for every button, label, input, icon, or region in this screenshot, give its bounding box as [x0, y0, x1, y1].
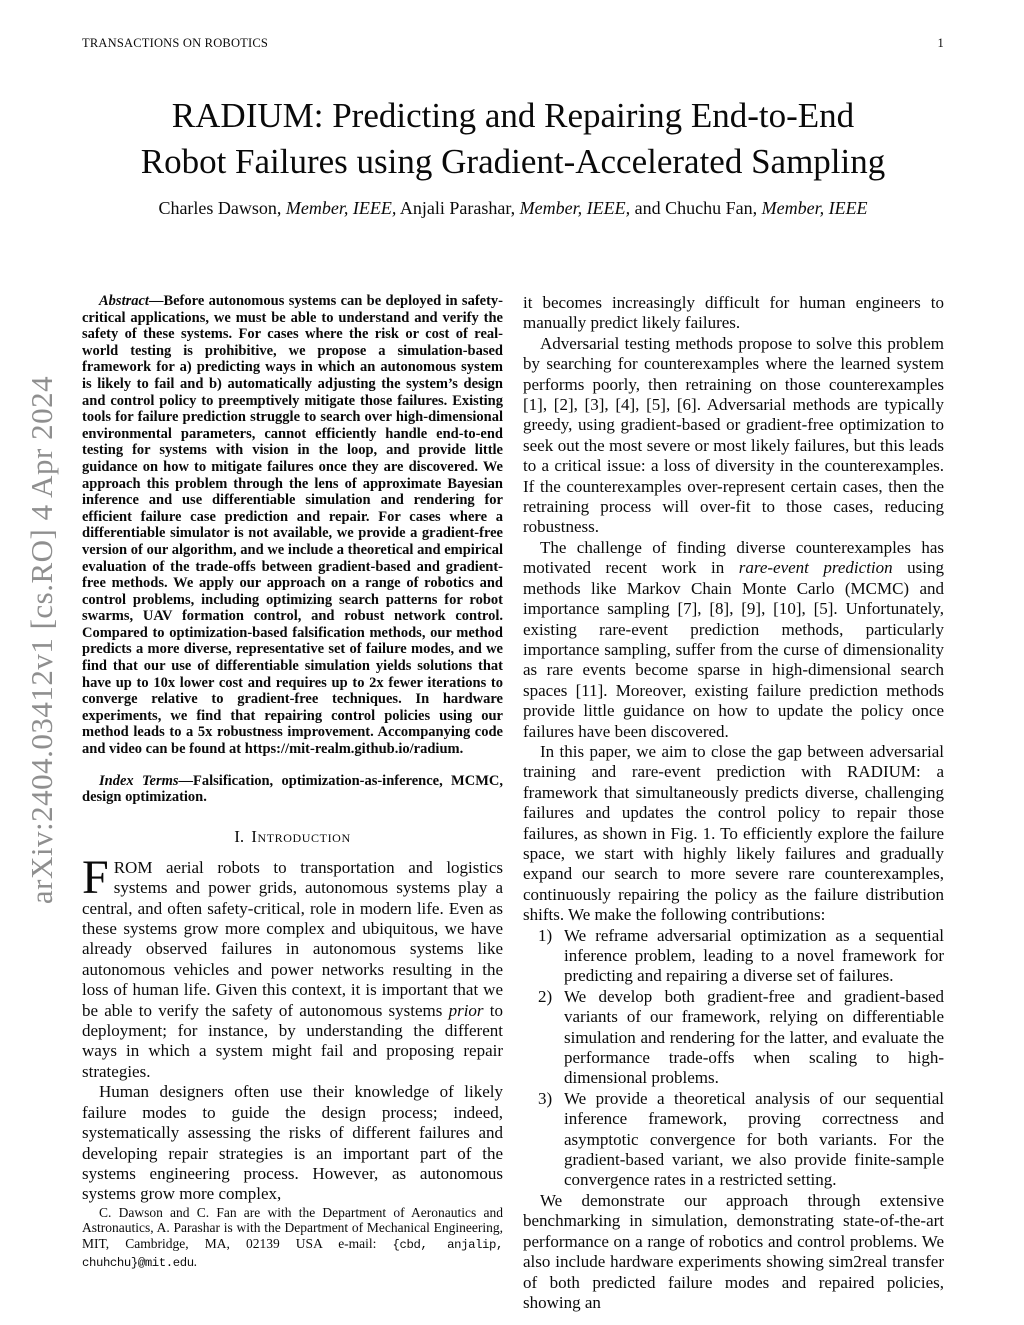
page-number: 1	[937, 36, 944, 50]
author-name: Charles Dawson,	[158, 198, 286, 218]
left-column	[82, 293, 504, 1270]
journal-name: TRANSACTIONS ON ROBOTICS	[82, 36, 269, 50]
intro-paragraph-2: Human designers often use their knowledge of likely failure modes to guide the design process; indeed, systematically assessing the risks of different failures and developing repair strategies is an important part of the systems engineering process. However, as autonomous systems grow more complex,	[82, 1082, 503, 1204]
contribution-item	[538, 926, 944, 987]
author-name: Anjali Parashar,	[396, 198, 520, 218]
author-name: and Chuchu Fan,	[630, 198, 762, 218]
paper-title-line1: RADIUM: Predicting and Repairing End-to-End	[171, 96, 855, 135]
paragraph-text: to deployment; for instance, by understanding the different ways in which a system might fail and proposing repair strategies.	[82, 1000, 504, 1081]
abstract	[82, 293, 503, 758]
paper-title-line2: Robot Failures using Gradient-Accelerated Sampling	[140, 142, 886, 181]
index-terms-text: —Falsification, optimization-as-inference, MCMC, design optimization.	[82, 772, 503, 806]
paragraph-text: ROM aerial robots to transportation and logistics systems and power grids, autonomous systems play a central, and often safety-critical, role in modern life. Even as these systems grow more complex and ubiquitous, we have already observed failures in autonomous systems like autonomous vehicles and power networks resulting in the loss of human life. Given this context, it is important that we be able to verify the safety of autonomous systems	[82, 857, 503, 1020]
author-role: Member, IEEE,	[285, 198, 397, 218]
footnote-period: .	[193, 1253, 198, 1269]
emphasized-term: rare-event prediction	[738, 558, 893, 578]
intro-paragraph-4: Adversarial testing methods propose to solve this problem by searching for counterexamples where the learned system performs poorly, then retraining on those counterexamples [1], [2], [3], [4], [5], [6]. Adversarial methods are typically greedy, using gradient-based or gradient-free optimization to seek out the most severe or most likely failures, but this leads to a critical issue: a loss of diversity in the counterexamples. If the counterexamples over-represent certain cases, then the retraining process will over-fit to those cases, reducing robustness.	[523, 333, 944, 537]
abstract-text: —Before autonomous systems can be deployed in safety-critical applications, we must be able to understand and verify the safety of these systems. For cases where the risk or cost of real-world testing is prohibitive, we propose a simulation-based framework for a) predicting ways in which an autonomous system is likely to fail and b) automatically adjusting the system’s design and control policy to preemptively mitigate those failures. Existing tools for failure prediction struggle to search over high-dimensional environmental parameters, cannot efficiently handle end-to-end testing for systems with vision in the loop, and provide little guidance on how to mitigate failures once they are discovered. We approach this problem through the lens of approximate Bayesian inference and use differentiable simulation and rendering for efficient failure case prediction and repair. For cases where a differentiable simulator is not available, we provide a gradient-free version of our algorithm, and we include a theoretical and empirical evaluation of the trade-offs between gradient-based and gradient-free methods. We apply our approach on a range of robotics and control problems, including optimizing search patterns for robot swarms, UAV formation control, and robust network control. Compared to optimization-based falsification methods, our method predicts a more diverse, representative set of failure modes, and we find that our use of differentiable simulation yields solutions that have up to 10x lower cost and requires up to 2x fewer iterations to converge relative to gradient-free techniques. In hardware experiments, we find that repairing control policies using our method leads to a 5x robustness improvement. Accompanying code and video can be found at https://mit-realm.github.io/radium.	[82, 293, 503, 758]
running-header	[82, 36, 944, 51]
right-column	[523, 293, 944, 1313]
paper-title	[82, 93, 944, 185]
author-role: Member, IEEE,	[519, 198, 631, 218]
contribution-text: We reframe adversarial optimization as a sequential inference problem, leading to a novel framework for predicting and repairing a diverse set of failures.	[564, 925, 944, 986]
section-heading-introduction	[82, 827, 503, 847]
section-number: I.	[234, 826, 245, 846]
contribution-text: We provide a theoretical analysis of our sequential inference framework, proving correctness and asymptotic convergence for both variants. For the gradient-based variant, we also provide finite-sample convergence rates in a restricted setting.	[564, 1088, 944, 1190]
intro-paragraph-6: In this paper, we aim to close the gap between adversarial training and rare-event prediction with RADIUM: a framework that simultaneously predicts diverse, challenging failures and updates the control policy to repair those failures, as shown in Fig. 1. To efficiently explore the failure space, we start with highly likely failures and gradually expand our search to more severe rare counterexamples, continuously repairing the policy as the failure distribution shifts. We make the following contributions:	[523, 741, 944, 925]
contribution-item	[538, 1089, 944, 1191]
contribution-number: 3)	[538, 1088, 553, 1108]
dropcap: F	[82, 850, 109, 904]
intro-paragraph-7: We demonstrate our approach through extensive benchmarking in simulation, demonstrating state-of-the-art performance on a range of robotics and control problems. We also include hardware experiments showing sim2real transfer of both predicted failure modes and repaired policies, showing an	[523, 1190, 944, 1312]
authors-line	[82, 198, 944, 219]
abstract-label: Abstract	[99, 293, 149, 309]
arxiv-banner: arXiv:2404.03412v1 [cs.RO] 4 Apr 2024	[24, 375, 59, 905]
index-terms	[82, 773, 503, 806]
contribution-item	[538, 987, 944, 1089]
paragraph-text: The challenge of finding diverse counterexamples has motivated recent work in	[523, 537, 944, 578]
footnote-text: C. Dawson and C. Fan are with the Department of Aeronautics and Astronautics, A. Parashar is with the Department of Mechanical Engineering, MIT, Cambridge, MA, 02139 USA e-mail:	[82, 1204, 503, 1251]
intro-paragraph-3: it becomes increasingly difficult for human engineers to manually predict likely failures.	[523, 293, 944, 333]
contribution-list	[523, 926, 944, 1191]
intro-paragraph-5	[523, 538, 944, 742]
title-block	[82, 93, 944, 219]
two-column-body	[82, 293, 944, 1313]
paragraph-text: using methods like Markov Chain Monte Carlo (MCMC) and importance sampling [7], [8], [9], [10], [5]. Unfortunately, existing rare-event prediction methods, particularly importance sampling, suffer from the curse of dimensionality as rare events become sparse in high-dimensional search spaces [11]. Moreover, existing failure prediction methods provide little guidance on how to update the policy once failures have been discovered.	[523, 558, 945, 741]
author-role: Member, IEEE	[761, 198, 868, 218]
index-terms-label: Index Terms	[99, 772, 179, 789]
section-title: Introduction	[251, 826, 351, 846]
footnote-email: {cbd, anjalip, chuhchu}@mit.edu	[82, 1237, 503, 1270]
intro-paragraph-1	[82, 850, 504, 1082]
contribution-number: 1)	[538, 925, 553, 945]
emphasized-word: prior	[448, 1000, 484, 1020]
contribution-number: 2)	[538, 986, 553, 1006]
author-footnote	[82, 1205, 503, 1271]
contribution-text: We develop both gradient-free and gradient-based variants of our framework, relying on differentiable simulation and rendering for the latter, and evaluate the performance trade-offs when scaling to high-dimensional problems.	[564, 986, 944, 1088]
